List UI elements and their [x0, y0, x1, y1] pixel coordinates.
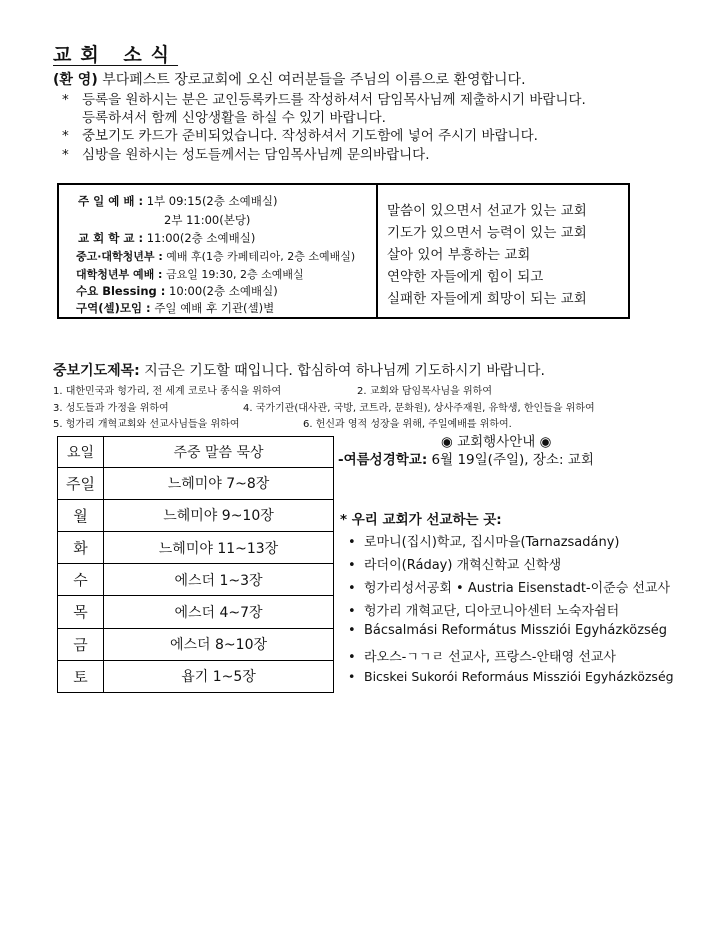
youth-time: 예배 후(1층 카페테리아, 2층 소예배실) [166, 250, 356, 263]
cell-time: 주일 예배 후 기관(셀)별 [154, 301, 275, 315]
bullet-dot: • [348, 604, 356, 619]
day-cell: 목 [58, 596, 104, 628]
mission-item [348, 577, 670, 596]
mission-item-text: Bácsalmási Református Missziói Egyházközség [364, 623, 668, 638]
bullet-star: * [62, 147, 69, 163]
news-item-text: 심방을 원하시는 성도들께서는 담임목사님께 문의바랍니다. [82, 147, 430, 163]
sunday-service-line [78, 193, 277, 209]
table-row [58, 660, 334, 692]
youth-label: 중고·대학청년부 : [76, 250, 163, 263]
church-school-label: 교 회 학 교 : [78, 231, 144, 245]
prayer-item: 2. 교회와 담임목사님을 위하여 [357, 386, 492, 397]
missions-header: * 우리 교회가 선교하는 곳: [340, 512, 502, 528]
mission-item-text: 라더이(Ráday) 개혁신학교 신학생 [364, 558, 562, 573]
prayer-heading-label: 중보기도제목: [53, 363, 140, 379]
bullet-dot: • [348, 535, 356, 550]
prayer-heading [53, 360, 545, 380]
college-label: 대학청년부 예배 : [76, 268, 163, 281]
blessing-time: 10:00(2층 소예배실) [169, 284, 278, 298]
welcome-label: (환 영) [53, 72, 98, 88]
summer-school-label: -여름성경학교: [338, 452, 428, 468]
reading-cell: 느헤미야 7~8장 [104, 467, 334, 499]
day-cell: 수 [58, 564, 104, 596]
prayer-item: 4. 국가기관(대사관, 국방, 코트라, 문화원), 상사주재원, 유학생, 한인들을 위하여 [243, 403, 595, 414]
bullet-dot: • [348, 623, 356, 638]
mission-item [348, 531, 619, 550]
mission-item-text: 헝가리 개혁교단, 디아코니아센터 노숙자쉼터 [364, 604, 620, 619]
college-time: 금요일 19:30, 2층 소예배실 [165, 268, 304, 281]
prayer-item: 5. 헝가리 개혁교회와 선교사님들을 위하여 [53, 419, 240, 430]
reading-cell: 느헤미야 11~13장 [104, 532, 334, 564]
reading-cell: 욥기 1~5장 [104, 660, 334, 692]
bullet-dot: • [348, 558, 356, 573]
events-header: ◉ 교회행사안내 ◉ [441, 434, 552, 450]
motto-line: 실패한 자들에게 희망이 되는 교회 [387, 291, 587, 307]
mission-item-text: 로마니(집시)학교, 집시마을(Tarnazsadány) [364, 535, 620, 550]
mission-item [348, 600, 619, 619]
service-box-divider [376, 183, 378, 319]
day-cell: 월 [58, 499, 104, 531]
reading-cell: 에스더 1~3장 [104, 564, 334, 596]
prayer-item: 3. 성도들과 가정을 위하여 [53, 403, 169, 414]
mission-item-text: 헝가리성서공회 • Austria Eisenstadt-이준승 선교사 [364, 581, 671, 596]
reading-cell: 느헤미야 9~10장 [104, 499, 334, 531]
blessing-line [76, 283, 278, 299]
reading-cell: 에스더 8~10장 [104, 628, 334, 660]
bullet-dot: • [348, 581, 356, 596]
news-item [62, 143, 429, 163]
motto-line: 살아 있어 부흥하는 교회 [387, 247, 531, 263]
mission-item [348, 646, 616, 665]
table-header-row [58, 437, 334, 468]
table-row [58, 596, 334, 628]
sunday-service-2: 2부 11:00(본당) [164, 213, 251, 227]
prayer-item: 1. 대한민국과 헝가리, 전 세계 코로나 종식을 위하여 [53, 386, 282, 397]
meditation-table [57, 436, 334, 693]
sunday-service-label: 주 일 예 배 : [78, 194, 144, 208]
mission-item-text: 라오스-ㄱㄱㄹ 선교사, 프랑스-안태영 선교사 [364, 650, 616, 665]
news-item-text: 중보기도 카드가 준비되었습니다. 작성하셔서 기도함에 넣어 주시기 바랍니다. [82, 128, 538, 144]
college-line [76, 266, 304, 282]
sunday-service-1: 1부 09:15(2층 소예배실) [146, 194, 278, 208]
table-row [58, 467, 334, 499]
news-item-text: 등록을 원하시는 분은 교인등록카드를 작성하셔서 담임목사님께 제출하시기 바랍니다. [82, 92, 586, 108]
news-item [62, 124, 538, 144]
youth-line [76, 248, 355, 264]
prayer-heading-text: 지금은 기도할 때입니다. 합심하여 하나님께 기도하시기 바랍니다. [144, 363, 545, 379]
bullet-dot: • [348, 650, 356, 665]
bullet-star: * [62, 128, 69, 144]
summer-school-text: 6월 19일(주일), 장소: 교회 [431, 452, 594, 468]
cell-label: 구역(셀)모임 : [76, 301, 151, 315]
blessing-label: 수요 Blessing : [76, 284, 166, 298]
column-header-text: 주중 말씀 묵상 [104, 437, 334, 468]
mission-item [348, 554, 561, 573]
mission-item [348, 623, 667, 638]
table-row [58, 499, 334, 531]
bullet-star: * [62, 92, 69, 108]
mission-item-text: Bicskei Sukorói Reformáus Missziói Egyházközség [364, 669, 674, 684]
table-row [58, 564, 334, 596]
church-school-time: 11:00(2층 소예배실) [146, 231, 256, 245]
day-cell: 금 [58, 628, 104, 660]
day-cell: 화 [58, 532, 104, 564]
welcome-text: 부다페스트 장로교회에 오신 여러분들을 주님의 이름으로 환영합니다. [102, 72, 526, 88]
welcome-line [53, 69, 526, 89]
summer-school-line [338, 448, 594, 468]
reading-cell: 에스더 4~7장 [104, 596, 334, 628]
table-row [58, 628, 334, 660]
news-title: 교회 소식 [53, 44, 179, 66]
day-cell: 주일 [58, 467, 104, 499]
motto-line: 말씀이 있으면서 선교가 있는 교회 [387, 203, 587, 219]
church-school-line [78, 230, 255, 246]
news-item-continued: 등록하셔서 함께 신앙생활을 하실 수 있기 바랍니다. [82, 110, 386, 126]
cell-line [76, 300, 274, 316]
motto-line: 기도가 있으면서 능력이 있는 교회 [387, 225, 587, 241]
motto-line: 연약한 자들에게 힘이 되고 [387, 269, 544, 285]
bullet-dot: • [348, 669, 356, 684]
mission-item [348, 669, 674, 684]
news-item [62, 88, 586, 108]
prayer-item: 6. 헌신과 영적 성장을 위해, 주일예배를 위하여. [303, 419, 512, 430]
day-cell: 토 [58, 660, 104, 692]
column-header-day: 요일 [58, 437, 104, 468]
table-row [58, 532, 334, 564]
